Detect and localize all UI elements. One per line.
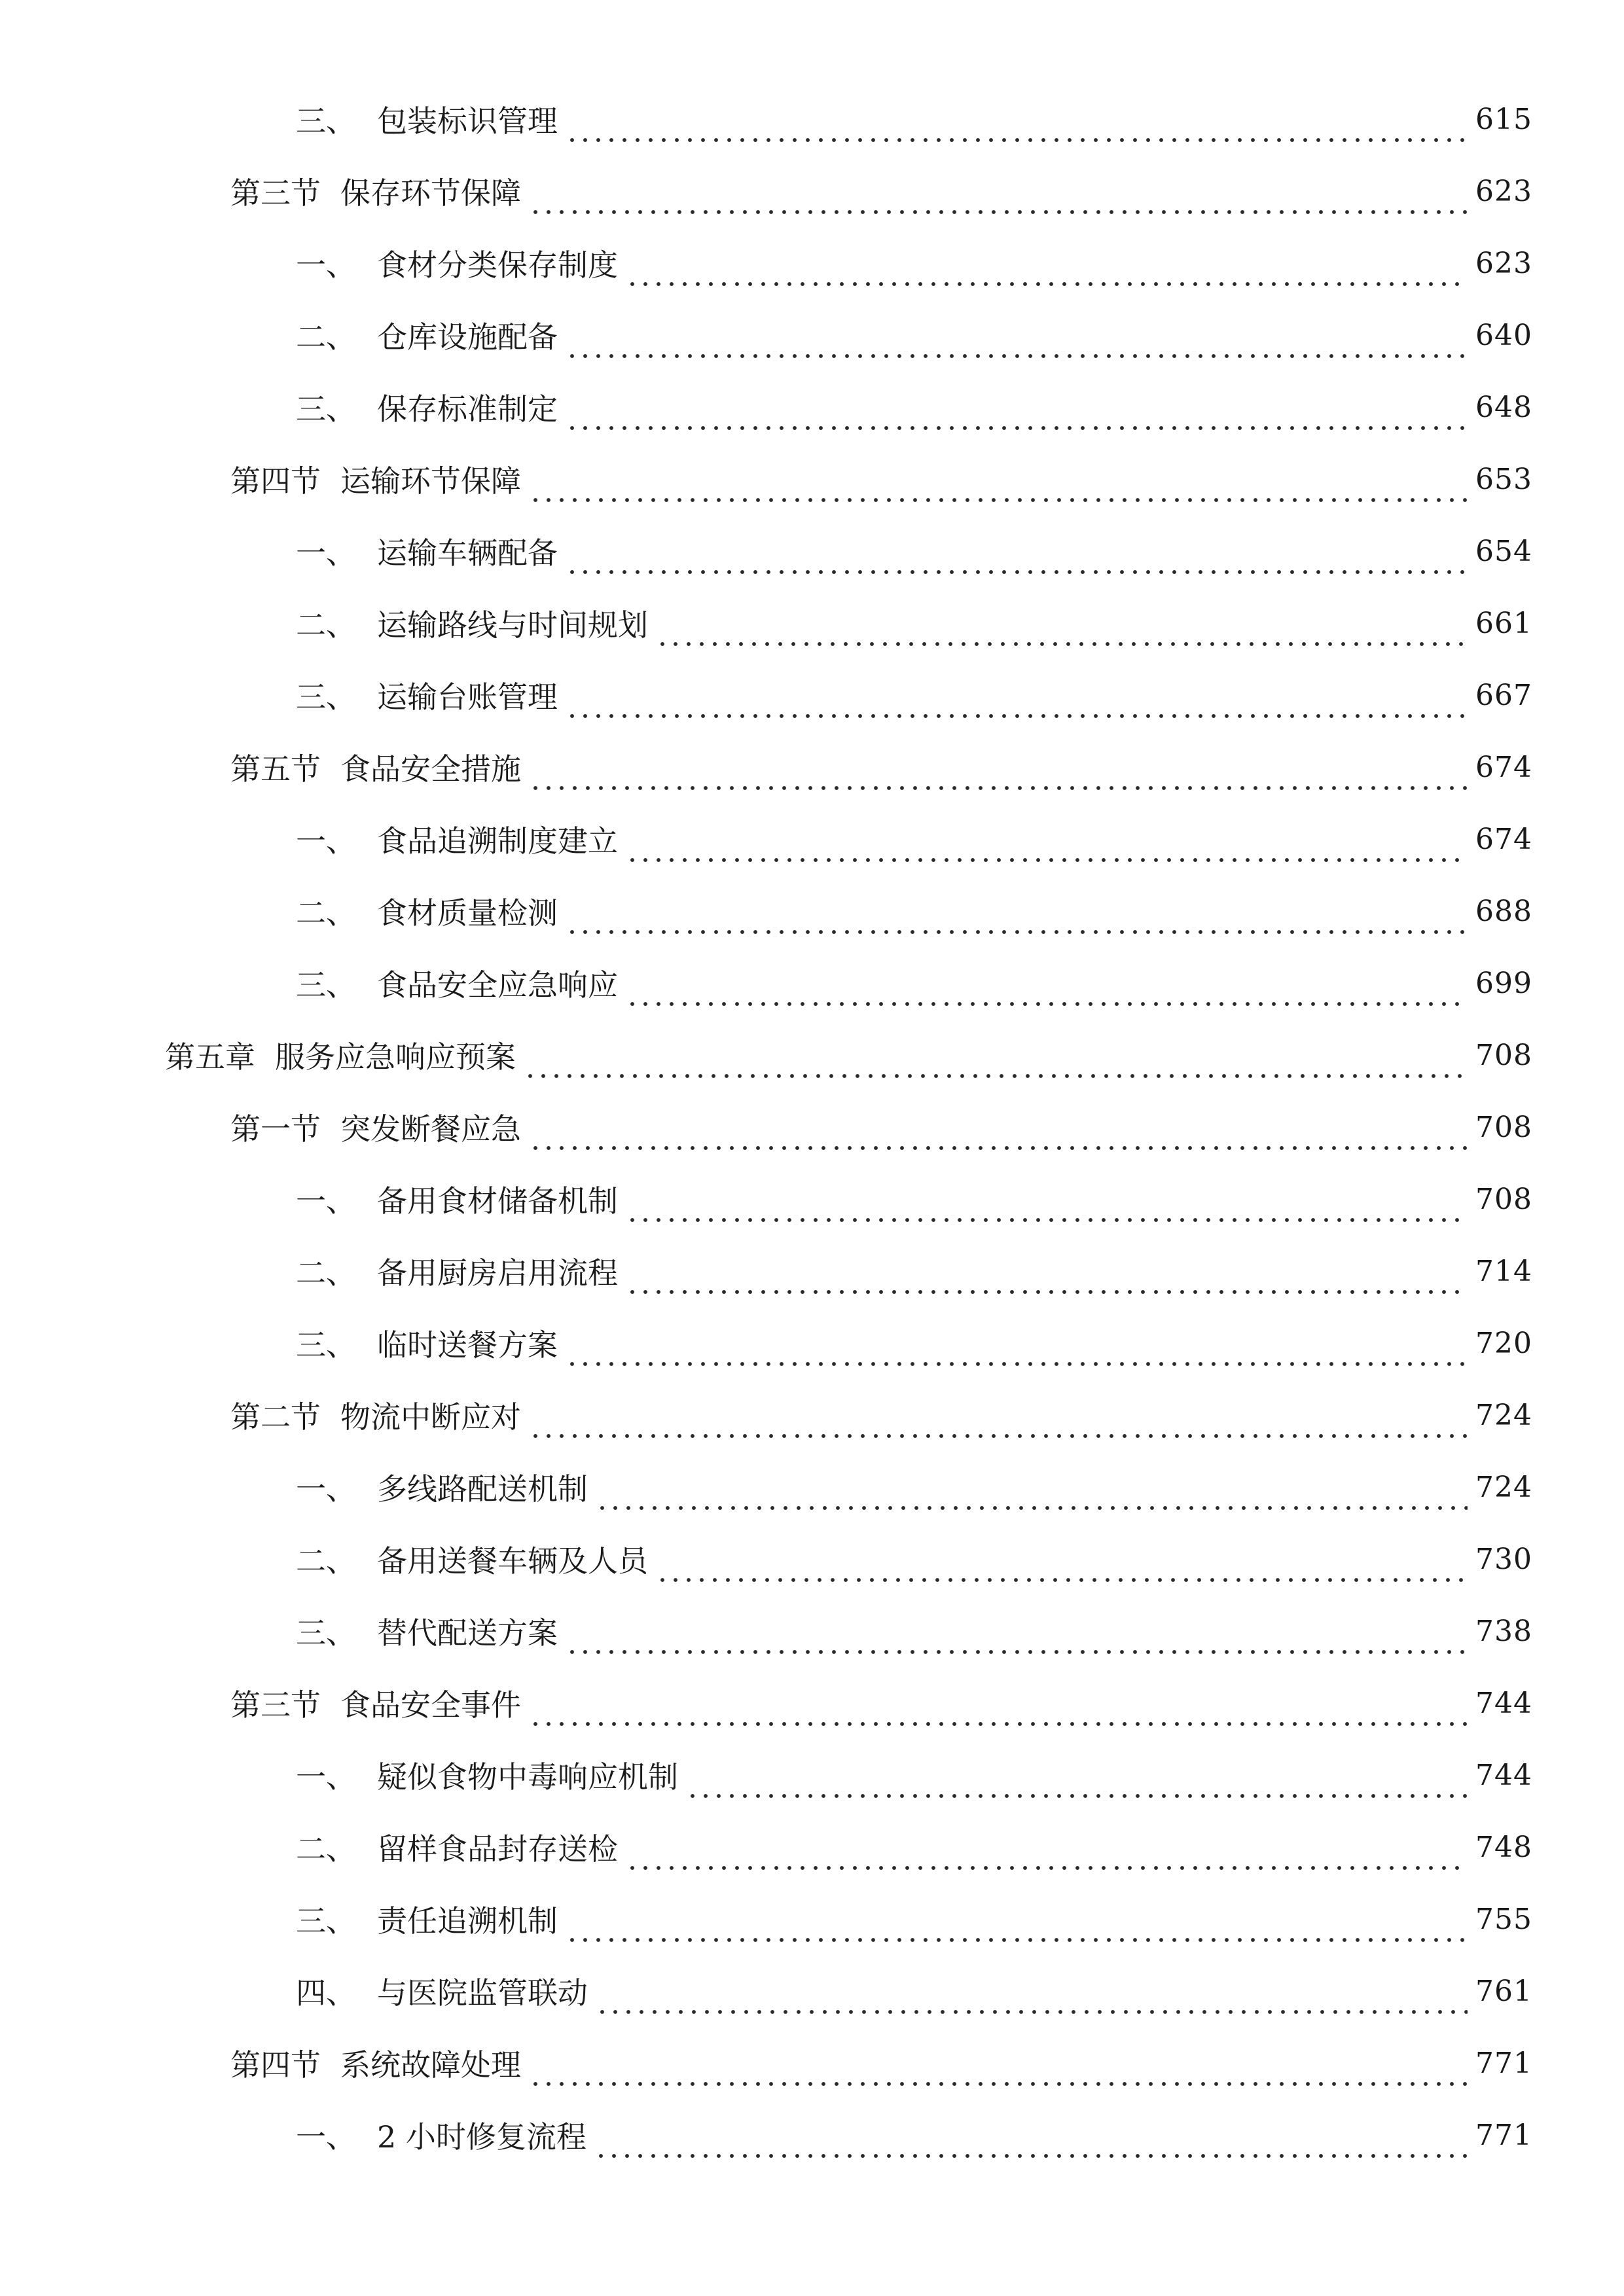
dot-leader [626, 237, 1468, 289]
toc-entry[interactable] [230, 741, 1532, 793]
toc-entry-page: 771 [1475, 2046, 1532, 2080]
toc-entry[interactable] [230, 1677, 1532, 1729]
toc-entry[interactable] [296, 1965, 1532, 2017]
toc-entry-prefix: 二、 [296, 895, 356, 931]
toc-entry[interactable] [296, 525, 1532, 577]
dot-leader [524, 1029, 1468, 1081]
dot-leader [566, 885, 1468, 937]
toc-entry[interactable] [296, 1749, 1532, 1801]
toc-entry-page: 714 [1475, 1254, 1532, 1288]
toc-entry-prefix: 一、 [296, 1471, 356, 1507]
toc-entry-page: 724 [1475, 1470, 1532, 1504]
toc-entry-title: 食品安全措施 [340, 751, 521, 787]
toc-entry-page: 730 [1475, 1542, 1532, 1576]
toc-entry-page: 667 [1475, 678, 1532, 712]
dot-leader [566, 1893, 1468, 1945]
toc-entry-page: 674 [1475, 822, 1532, 856]
toc-entry-prefix: 三、 [296, 1615, 356, 1651]
dot-leader [626, 1173, 1468, 1225]
toc-entry-page: 708 [1475, 1110, 1532, 1144]
toc-entry[interactable] [296, 885, 1532, 937]
toc-entry-title: 替代配送方案 [377, 1615, 558, 1651]
dot-leader [686, 1749, 1468, 1801]
dot-leader [566, 1317, 1468, 1369]
toc-entry[interactable] [296, 813, 1532, 865]
toc-entry-prefix: 第三节 [230, 175, 321, 211]
toc-entry-title: 食品安全事件 [340, 1687, 521, 1723]
toc-entry-title: 食材质量检测 [377, 895, 558, 931]
toc-entry-title: 运输台账管理 [377, 679, 558, 715]
toc-entry-prefix: 二、 [296, 1831, 356, 1867]
toc-entry-page: 640 [1475, 318, 1532, 352]
toc-entry-prefix: 三、 [296, 391, 356, 427]
toc-entry-page: 761 [1475, 1974, 1532, 2008]
toc-entry[interactable] [296, 957, 1532, 1009]
toc-entry-prefix: 二、 [296, 319, 356, 355]
toc-entry[interactable] [296, 2109, 1532, 2161]
dot-leader [529, 741, 1468, 793]
dot-leader [594, 2109, 1468, 2161]
toc-entry-prefix: 第三节 [230, 1687, 321, 1723]
dot-leader [566, 525, 1468, 577]
toc-entry[interactable] [296, 309, 1532, 361]
toc-entry-page: 748 [1475, 1830, 1532, 1864]
toc-entry-title: 临时送餐方案 [377, 1327, 558, 1363]
dot-leader [626, 1821, 1468, 1873]
toc-entry-title: 保存标准制定 [377, 391, 558, 427]
toc-entry-page: 755 [1475, 1902, 1532, 1936]
toc-entry-page: 654 [1475, 534, 1532, 568]
dot-leader [529, 1101, 1468, 1153]
toc-entry[interactable] [230, 2037, 1532, 2089]
toc-entry-title: 疑似食物中毒响应机制 [377, 1759, 678, 1795]
toc-entry[interactable] [296, 1173, 1532, 1225]
dot-leader [529, 1389, 1468, 1441]
toc-entry-title: 系统故障处理 [340, 2047, 521, 2083]
dot-leader [656, 1533, 1468, 1585]
toc-entry-page: 623 [1475, 174, 1532, 208]
toc-entry-page: 708 [1475, 1182, 1532, 1216]
toc-entry-page: 688 [1475, 894, 1532, 928]
toc-entry-prefix: 二、 [296, 607, 356, 643]
dot-leader [596, 1461, 1468, 1513]
toc-entry-title: 备用送餐车辆及人员 [377, 1543, 648, 1579]
toc-entry-title: 多线路配送机制 [377, 1471, 588, 1507]
toc-entry[interactable] [296, 1605, 1532, 1657]
toc-entry[interactable] [296, 1893, 1532, 1945]
toc-entry-prefix: 三、 [296, 103, 356, 139]
toc-entry[interactable] [296, 381, 1532, 433]
dot-leader [626, 813, 1468, 865]
toc-entry[interactable] [296, 597, 1532, 649]
toc-entry-title: 食品追溯制度建立 [377, 823, 618, 859]
dot-leader [529, 2037, 1468, 2089]
dot-leader [566, 669, 1468, 721]
toc-entry-prefix: 第五章 [165, 1039, 255, 1075]
toc-entry-page: 744 [1475, 1758, 1532, 1792]
toc-entry-title: 与医院监管联动 [377, 1975, 588, 2011]
toc-entry-prefix: 一、 [296, 535, 356, 571]
toc-entry-prefix: 二、 [296, 1255, 356, 1291]
toc-entry-title: 运输车辆配备 [377, 535, 558, 571]
toc-entry[interactable] [230, 1101, 1532, 1153]
toc-entry-prefix: 一、 [296, 1183, 356, 1219]
toc-entry-title: 备用厨房启用流程 [377, 1255, 618, 1291]
toc-entry-prefix: 三、 [296, 1327, 356, 1363]
toc-entry-page: 674 [1475, 750, 1532, 784]
toc-entry-title: 责任追溯机制 [377, 1903, 558, 1939]
toc-entry[interactable] [165, 1029, 1532, 1081]
dot-leader [529, 165, 1468, 217]
toc-entry-prefix: 二、 [296, 1543, 356, 1579]
dot-leader [566, 381, 1468, 433]
toc-entry-title: 仓库设施配备 [377, 319, 558, 355]
toc-entry-page: 648 [1475, 390, 1532, 424]
toc-entry[interactable] [296, 1821, 1532, 1873]
toc-entry[interactable] [296, 669, 1532, 721]
toc-entry-title: 食材分类保存制度 [377, 247, 618, 283]
toc-entry-page: 738 [1475, 1614, 1532, 1648]
toc-entry-title: 2 小时修复流程 [377, 2119, 586, 2155]
toc-entry-prefix: 第一节 [230, 1111, 321, 1147]
toc-entry-prefix: 第四节 [230, 463, 321, 499]
toc-entry-prefix: 一、 [296, 1759, 356, 1795]
toc-entry-prefix: 三、 [296, 679, 356, 715]
toc-entry[interactable] [296, 237, 1532, 289]
toc-entry-page: 661 [1475, 606, 1532, 640]
toc-entry-title: 食品安全应急响应 [377, 967, 618, 1003]
dot-leader [626, 957, 1468, 1009]
toc-entry-title: 运输环节保障 [340, 463, 521, 499]
toc-entry-page: 615 [1475, 102, 1532, 136]
dot-leader [626, 1245, 1468, 1297]
toc-entry[interactable] [230, 453, 1532, 505]
dot-leader [529, 453, 1468, 505]
toc-entry-prefix: 一、 [296, 2119, 356, 2155]
toc-entry-prefix: 第四节 [230, 2047, 321, 2083]
toc-entry-prefix: 三、 [296, 967, 356, 1003]
toc-entry-title: 包装标识管理 [377, 103, 558, 139]
toc-entry-prefix: 一、 [296, 823, 356, 859]
toc-entry-title: 备用食材储备机制 [377, 1183, 618, 1219]
toc-entry-title: 留样食品封存送检 [377, 1831, 618, 1867]
dot-leader [529, 1677, 1468, 1729]
toc-entry[interactable] [230, 1389, 1532, 1441]
toc-entry-title: 突发断餐应急 [340, 1111, 521, 1147]
toc-entry-prefix: 三、 [296, 1903, 356, 1939]
toc-entry-title: 运输路线与时间规划 [377, 607, 648, 643]
toc-entry[interactable] [296, 1317, 1532, 1369]
toc-entry-page: 653 [1475, 462, 1532, 496]
toc-entry-prefix: 一、 [296, 247, 356, 283]
toc-entry-prefix: 第五节 [230, 751, 321, 787]
dot-leader [566, 93, 1468, 145]
toc-entry-title: 服务应急响应预案 [275, 1039, 516, 1075]
toc-entry-page: 744 [1475, 1686, 1532, 1720]
toc-entry-title: 保存环节保障 [340, 175, 521, 211]
toc-entry-page: 708 [1475, 1038, 1532, 1072]
dot-leader [566, 309, 1468, 361]
dot-leader [596, 1965, 1468, 2017]
toc-entry[interactable] [296, 93, 1532, 145]
dot-leader [656, 597, 1468, 649]
toc-entry-page: 724 [1475, 1398, 1532, 1432]
toc-entry-title: 物流中断应对 [340, 1399, 521, 1435]
toc-entry-page: 699 [1475, 966, 1532, 1000]
toc-entry[interactable] [296, 1533, 1532, 1585]
toc-entry[interactable] [296, 1245, 1532, 1297]
toc-entry-page: 771 [1475, 2118, 1532, 2152]
toc-entry[interactable] [230, 165, 1532, 217]
dot-leader [566, 1605, 1468, 1657]
toc-entry-prefix: 四、 [296, 1975, 356, 2011]
toc-entry-page: 720 [1475, 1326, 1532, 1360]
toc-entry-prefix: 第二节 [230, 1399, 321, 1435]
toc-entry[interactable] [296, 1461, 1532, 1513]
toc-entry-page: 623 [1475, 246, 1532, 280]
